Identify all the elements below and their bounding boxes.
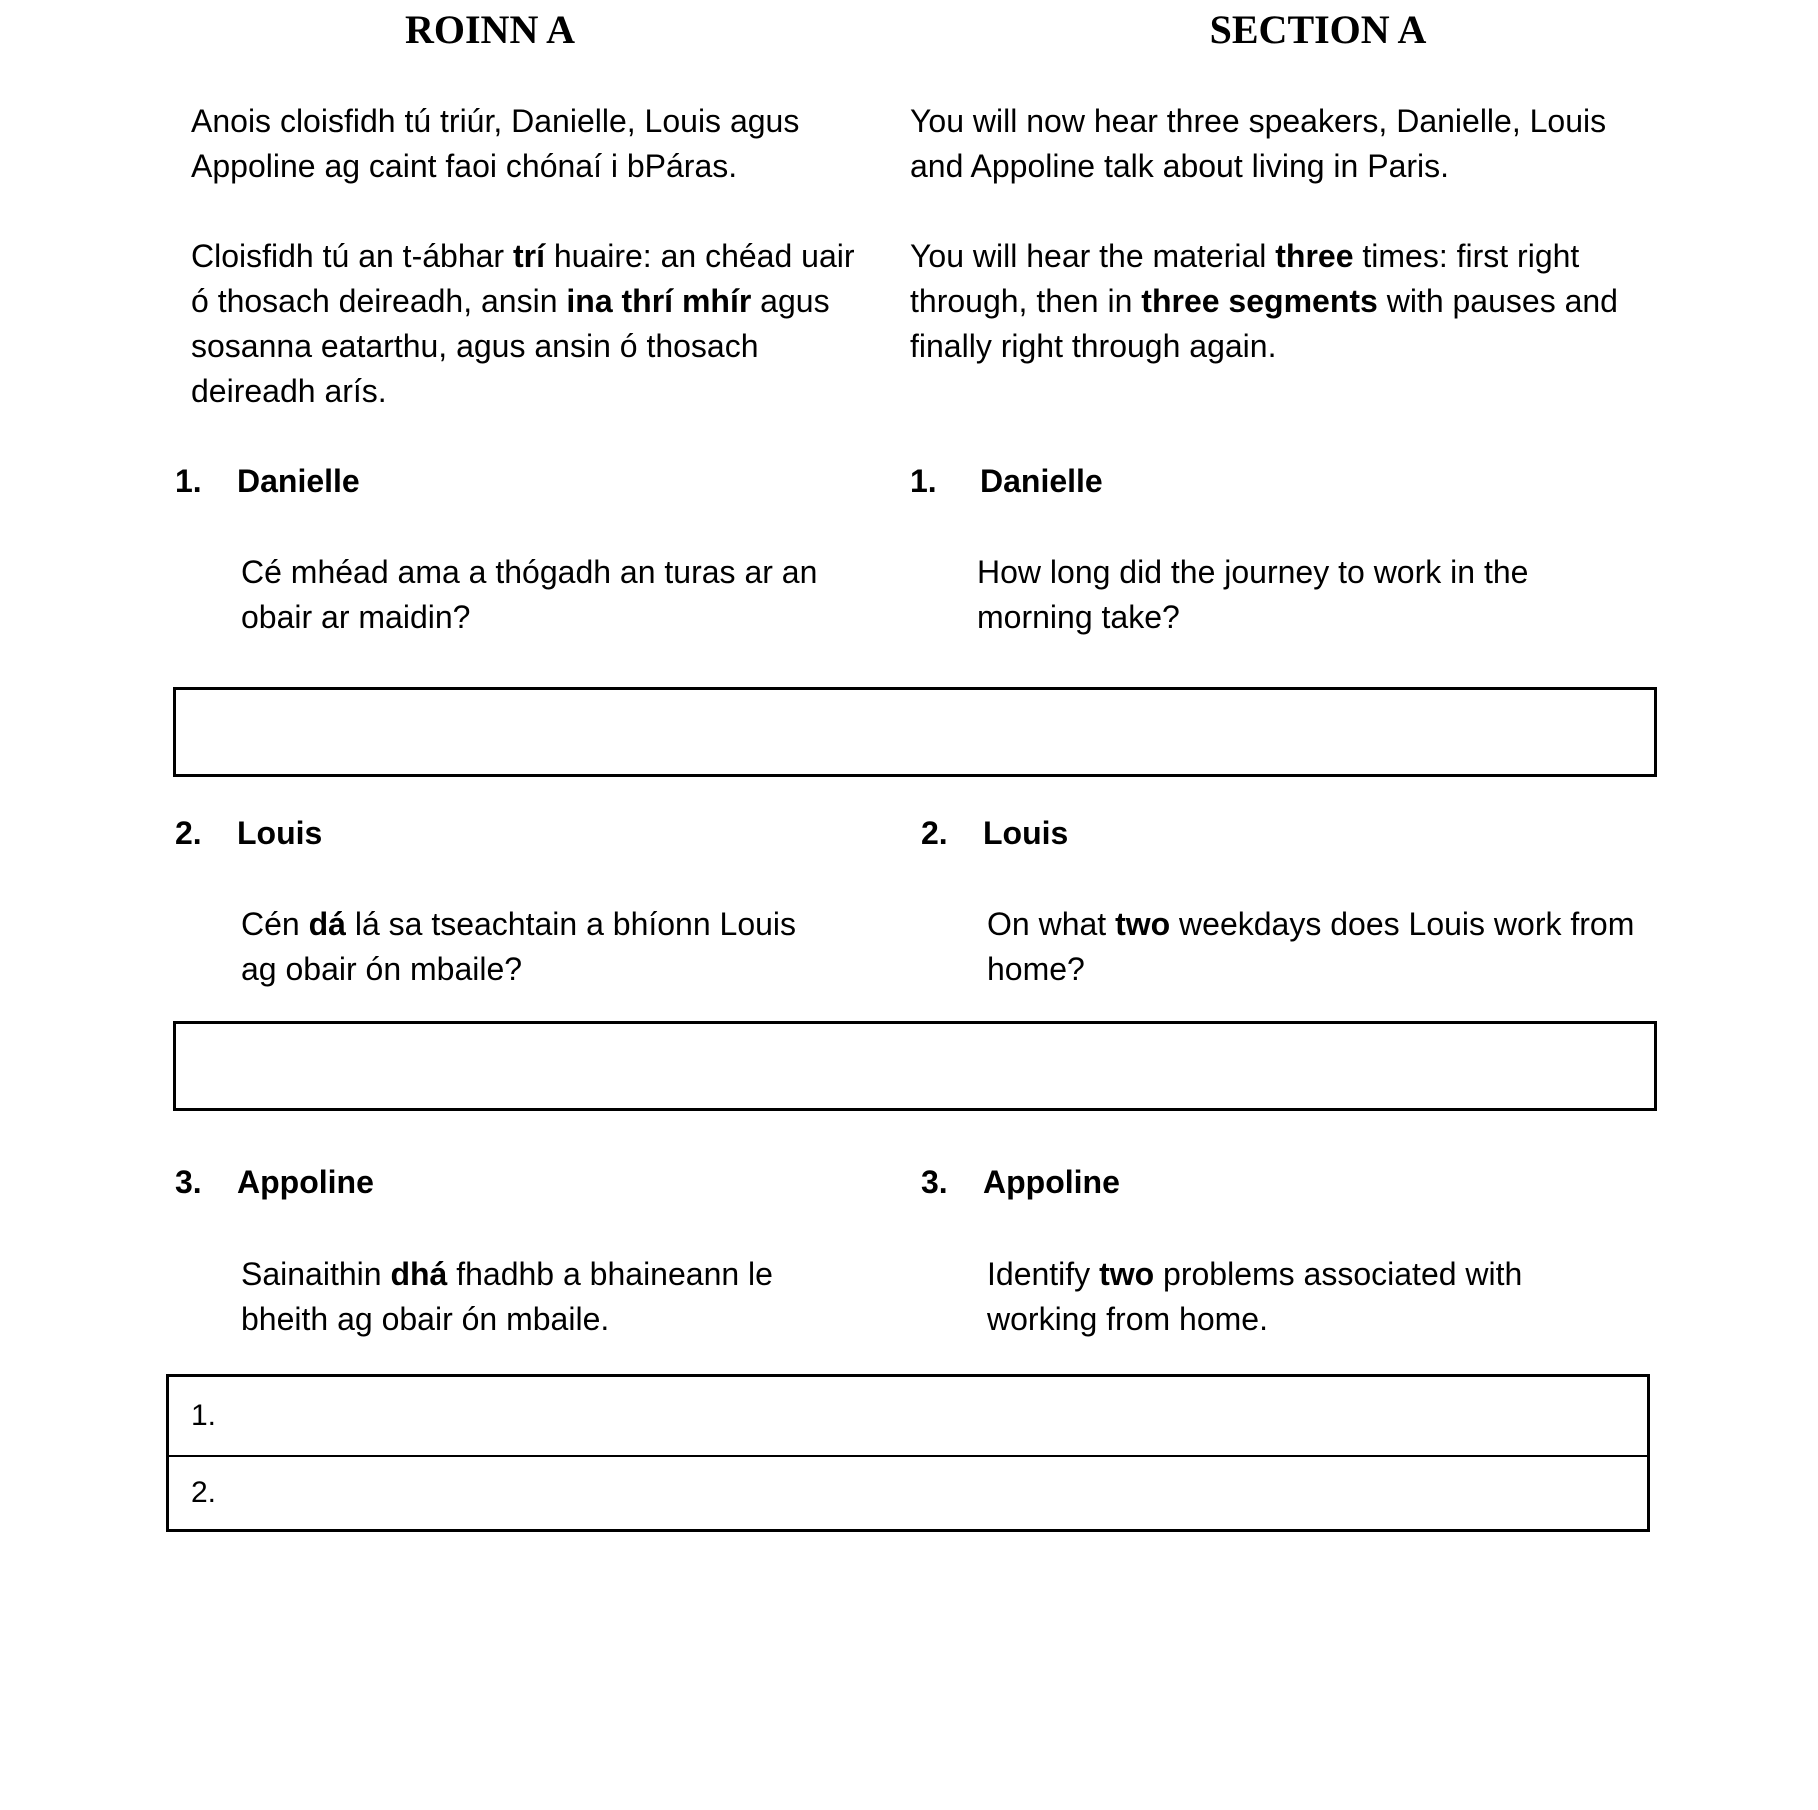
irish-question-1-text: Cé mhéad ama a thógadh an turas ar an obair ar maidin? (241, 554, 818, 635)
irish-instructions-paragraph (191, 234, 871, 414)
answer-row-1[interactable] (169, 1377, 1647, 1455)
english-question-1-header (910, 459, 1103, 504)
question-text: problems associated with working from home. (987, 1256, 1523, 1337)
speaker-name: Danielle (237, 463, 360, 499)
question-bold: two (1099, 1256, 1155, 1292)
question-text: Identify (987, 1256, 1100, 1292)
answer-row-2[interactable] (169, 1455, 1647, 1529)
answer-box-q2[interactable] (173, 1021, 1657, 1111)
irish-instructions-text: Cloisfidh tú an t-ábhar (191, 238, 513, 274)
question-bold: two (1115, 906, 1171, 942)
english-question-3-text (987, 1252, 1637, 1342)
irish-section-heading: ROINN A (404, 7, 576, 52)
english-question-2-header (921, 811, 1068, 856)
question-number: 3. (921, 1164, 948, 1200)
irish-instructions-text: huaire: an chéad uair ó thosach deireadh, ansin (191, 238, 855, 319)
irish-question-1-header (175, 459, 360, 504)
question-number: 2. (921, 815, 948, 851)
question-text: lá sa tseachtain a bhíonn Louis ag obair ón mbaile? (241, 906, 797, 987)
english-instructions-text: times: first right through, then in (910, 238, 1580, 319)
english-instructions-text: You will hear the material (910, 238, 1276, 274)
answer-table-q3 (166, 1374, 1650, 1532)
answer-box-q1[interactable] (173, 687, 1657, 777)
irish-instructions-bold: trí (512, 238, 545, 274)
english-question-2-text (987, 902, 1637, 992)
english-instructions-bold: three segments (1141, 283, 1378, 319)
irish-question-2-header (175, 811, 322, 856)
irish-intro-paragraph: Anois cloisfidh tú triúr, Danielle, Louis agus Appoline ag caint faoi chónaí i bPáras. (191, 103, 800, 184)
question-number: 1. (910, 463, 937, 499)
speaker-name: Appoline (983, 1164, 1120, 1200)
question-text: On what (987, 906, 1116, 942)
irish-question-3-header (175, 1160, 374, 1205)
answer-row-number: 1. (191, 1399, 217, 1432)
answer-row-number: 2. (191, 1476, 217, 1509)
speaker-name: Appoline (237, 1164, 374, 1200)
english-question-3-header (921, 1160, 1120, 1205)
irish-question-2-text (241, 902, 801, 992)
question-text: Cén (241, 906, 309, 942)
question-number: 1. (175, 463, 202, 499)
english-instructions-text: with pauses and finally right through again. (910, 283, 1618, 364)
english-instructions-paragraph (910, 234, 1640, 369)
question-text: weekdays does Louis work from home? (987, 906, 1635, 987)
irish-question-3-text (241, 1252, 861, 1342)
english-instructions-bold: three (1275, 238, 1354, 274)
english-section-heading: SECTION A (1209, 7, 1427, 52)
question-text: fhadhb a bhaineann le bheith ag obair ón mbaile. (241, 1256, 773, 1337)
english-question-1-text: How long did the journey to work in the morning take? (977, 554, 1529, 635)
question-text: Sainaithin (241, 1256, 391, 1292)
question-bold: dhá (390, 1256, 448, 1292)
speaker-name: Louis (237, 815, 323, 851)
speaker-name: Danielle (980, 463, 1103, 499)
question-number: 2. (175, 815, 202, 851)
irish-instructions-bold: ina thrí mhír (566, 283, 752, 319)
irish-instructions-text: agus sosanna eatarthu, agus ansin ó thosach deireadh arís. (191, 283, 830, 409)
speaker-name: Louis (983, 815, 1069, 851)
question-bold: dá (308, 906, 346, 942)
english-intro-paragraph: You will now hear three speakers, Danielle, Louis and Appoline talk about living in Paris. (910, 103, 1607, 184)
question-number: 3. (175, 1164, 202, 1200)
